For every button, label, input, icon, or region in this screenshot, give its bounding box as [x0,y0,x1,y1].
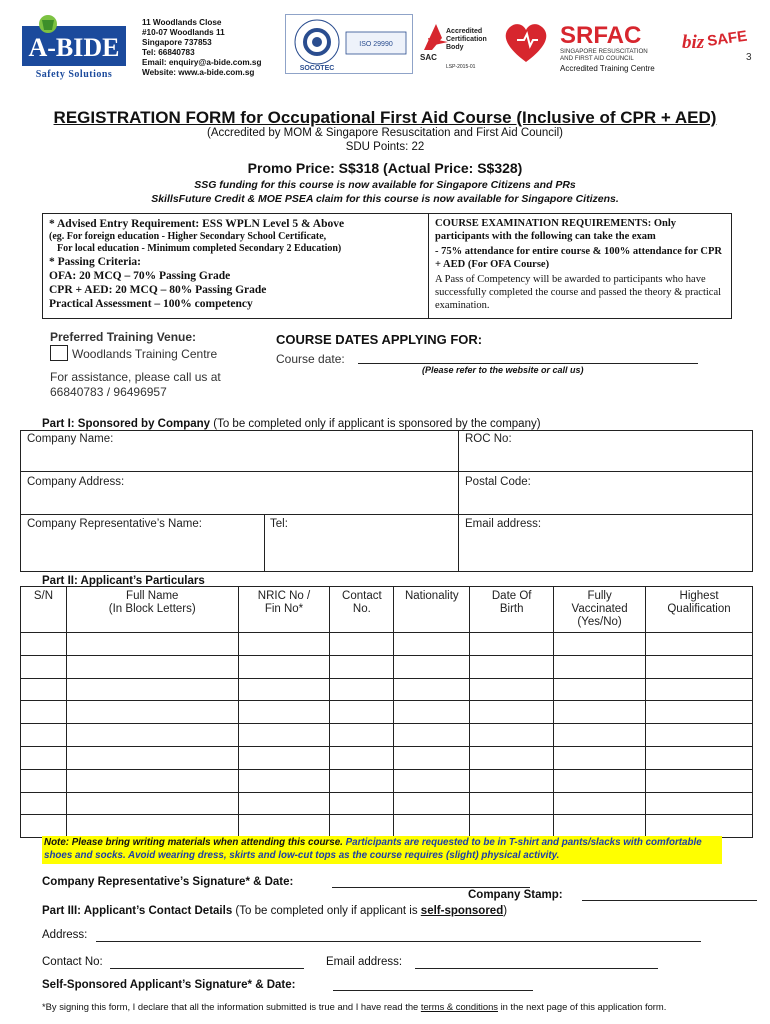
rep-tel-field[interactable]: Tel: [270,518,288,530]
table-cell[interactable] [646,633,753,656]
table-cell[interactable] [238,724,330,747]
cpr-criteria: CPR + AED: 20 MCQ – 80% Passing Grade [49,284,267,296]
table-cell[interactable] [646,792,753,815]
table-cell[interactable] [554,815,646,838]
srfac-line1: SINGAPORE RESUSCITATION [560,48,648,55]
column-header-vaccinated: Fully Vaccinated (Yes/No) [554,587,646,633]
table-cell[interactable] [330,769,394,792]
table-cell[interactable] [330,701,394,724]
table-cell[interactable] [238,655,330,678]
requirement-example: (eg. For foreign education - Higher Secondary School Certificate, [49,231,327,242]
course-dates-heading: COURSE DATES APPLYING FOR: [276,332,483,347]
table-cell[interactable] [394,678,470,701]
email-label: Email address: [326,956,403,968]
table-row [21,678,753,701]
table-cell[interactable] [21,746,67,769]
sac-accreditation-logo [418,20,488,70]
table-cell[interactable] [21,724,67,747]
column-header-sn: S/N [21,587,67,633]
company-details-box [20,430,753,572]
table-cell[interactable] [646,769,753,792]
company-contact-block [142,18,261,78]
course-date-note: (Please refer to the website or call us) [422,365,584,375]
exam-pass-text: A Pass of Competency will be awarded to participants who have successfully completed the course and passed the theory & practical examination. [435,274,722,311]
venue-option-label: Woodlands Training Centre [72,347,218,361]
table-header-row [21,587,753,633]
table-row [21,701,753,724]
phone-line: Tel: 66840783 [142,48,195,57]
sac-line: Accredited [446,28,483,35]
table-cell[interactable] [394,655,470,678]
part2-title: Part II: Applicant’s Particulars [42,575,205,587]
table-cell[interactable] [238,678,330,701]
table-cell[interactable] [330,678,394,701]
table-row [21,769,753,792]
exam-title: COURSE EXAMINATION REQUIREMENTS: Only participants with the following can take the exam [435,218,677,242]
contact-label: Contact No: [42,956,103,968]
table-cell[interactable] [21,815,67,838]
table-cell[interactable] [238,769,330,792]
bizsafe-level: 3 [746,52,752,63]
table-cell[interactable] [330,815,394,838]
ssg-funding-text: SSG funding for this course is now available for Singapore Citizens and PRs [194,179,576,191]
table-cell[interactable] [470,746,554,769]
declaration-text-end: in the next page of this application form. [497,1001,667,1012]
table-cell[interactable] [554,746,646,769]
table-cell[interactable] [470,769,554,792]
column-header-dob: Date Of Birth [470,587,554,633]
table-row [21,633,753,656]
table-cell[interactable] [238,633,330,656]
column-header-nric: NRIC No / Fin No* [238,587,330,633]
socotec-text: SOCOTEC [299,65,335,72]
bizsafe-biz: biz [682,32,705,53]
address-field[interactable] [96,941,701,942]
self-signature-field[interactable] [333,990,533,991]
part1-title [42,418,541,430]
table-cell[interactable] [394,769,470,792]
table-cell[interactable] [470,792,554,815]
email-field[interactable] [415,968,658,969]
sac-line: Certification [446,36,487,43]
table-cell[interactable] [66,678,238,701]
table-cell[interactable] [21,633,67,656]
declaration-text: *By signing this form, I declare that all the information submitted is true and I have read the [42,1001,421,1012]
address-line: #10-07 Woodlands 11 [142,28,225,37]
table-cell[interactable] [646,815,753,838]
requirements-table [42,213,732,319]
practical-criteria: Practical Assessment – 100% competency [49,298,253,310]
table-cell[interactable] [330,633,394,656]
table-cell[interactable] [238,792,330,815]
column-header-qualification: Highest Qualification [646,587,753,633]
form-title: REGISTRATION FORM for Occupational First Aid Course (Inclusive of CPR + AED) [53,108,717,127]
table-cell[interactable] [554,655,646,678]
accreditation-text: (Accredited by MOM & Singapore Resuscitation and First Aid Council) [206,127,563,139]
course-date-label: Course date: [276,352,345,366]
sac-line: Body [446,44,464,51]
address-label: Address: [42,929,88,941]
table-cell[interactable] [21,678,67,701]
iso-text: ISO 29990 [359,41,393,48]
note-bring-materials: Note: Please bring writing materials when attending this course. [44,837,343,848]
sac-label: SAC [420,53,437,62]
table-cell[interactable] [394,746,470,769]
table-cell[interactable] [646,746,753,769]
table-cell[interactable] [66,655,238,678]
note-attire: Participants are requested to be in T-shirt and pants/slacks with comfortable shoes and socks. Avoid wearing dress, skirts and low-cut tops as the course requires (slight) physical activity. [44,837,702,861]
company-name-field[interactable]: Company Name: [27,433,114,445]
table-cell[interactable] [21,701,67,724]
rep-name-field[interactable]: Company Representative’s Name: [27,518,202,530]
table-cell[interactable] [554,701,646,724]
table-cell[interactable] [394,633,470,656]
sdu-points: SDU Points: 22 [345,141,425,153]
part1-instruction: (To be completed only if applicant is sponsored by the company) [210,418,541,430]
table-cell[interactable] [21,769,67,792]
part3-title [42,905,507,917]
attire-note [42,836,722,864]
table-row [21,655,753,678]
table-cell[interactable] [238,701,330,724]
table-cell[interactable] [394,724,470,747]
venue-checkbox[interactable] [50,345,68,361]
table-row [21,815,753,838]
website-line: Website: www.a-bide.com.sg [142,68,255,77]
srfac-logo [500,18,670,70]
table-cell[interactable] [330,655,394,678]
skillsfuture-text: SkillsFuture Credit & MOE PSEA claim for this course is now available for Singapore Citizens. [151,193,619,205]
venue-label: Preferred Training Venue: [50,330,197,344]
logo-subtext: Safety Solutions [35,69,113,80]
table-cell[interactable] [554,792,646,815]
table-cell[interactable] [394,701,470,724]
assistance-text: For assistance, please call us at [50,370,221,384]
table-row [21,792,753,815]
part3-heading: Part III: Applicant’s Contact Details [42,905,233,917]
table-cell[interactable] [470,701,554,724]
bizsafe-safe: SAFE [706,27,749,50]
table-cell[interactable] [66,724,238,747]
requirement-example: For local education - Minimum completed Secondary 2 Education) [57,243,342,254]
part3-instruction: (To be completed only if applicant is [232,905,421,917]
self-signature-label: Self-Sponsored Applicant’s Signature* & Date: [42,979,296,991]
rep-signature-field[interactable] [332,887,530,888]
company-stamp-field[interactable] [582,900,757,901]
rep-email-field[interactable]: Email address: [465,518,542,530]
declaration [42,1001,666,1012]
table-cell[interactable] [554,769,646,792]
applicant-table [20,586,753,838]
address-line: Singapore 737853 [142,38,212,47]
part1-heading: Part I: Sponsored by Company [42,418,211,430]
email-line: Email: enquiry@a-bide.com.sg [142,58,262,67]
table-cell[interactable] [646,724,753,747]
bizsafe-logo [682,18,754,66]
table-cell[interactable] [330,724,394,747]
table-cell[interactable] [66,769,238,792]
table-cell[interactable] [470,633,554,656]
company-address-field[interactable]: Company Address: [27,476,125,488]
promo-price: Promo Price: S$318 (Actual Price: S$328) [247,160,523,176]
logo-text: A-BIDE [28,33,120,62]
heart-icon [506,24,547,62]
postal-code-field[interactable]: Postal Code: [465,476,531,488]
table-cell[interactable] [66,746,238,769]
socotec-certification-logo [285,14,413,74]
terms-link[interactable]: terms & conditions [420,1001,498,1012]
table-cell[interactable] [66,701,238,724]
part3-close: ) [503,905,508,917]
table-row [21,746,753,769]
address-line: 11 Woodlands Close [142,18,222,27]
accredited-training-centre: Accredited Training Centre [560,64,655,73]
advised-requirement: * Advised Entry Requirement: ESS WPLN Level 5 & Above [49,218,345,230]
exam-requirement: - 75% attendance for entire course & 100% attendance for CPR + AED (For OFA Course) [435,246,722,270]
table-cell[interactable] [238,746,330,769]
table-cell[interactable] [470,678,554,701]
srfac-line2: AND FIRST AID COUNCIL [560,55,634,62]
self-sponsored-text: self-sponsored [420,905,504,917]
sac-code: LSP-2015-01 [446,64,476,70]
table-cell[interactable] [66,633,238,656]
table-cell[interactable] [66,815,238,838]
rep-signature-label: Company Representative’s Signature* & Date: [42,876,294,888]
table-cell[interactable] [554,633,646,656]
ofa-criteria: OFA: 20 MCQ – 70% Passing Grade [49,270,231,282]
entry-requirements [43,214,429,318]
company-stamp-label: Company Stamp: [468,889,563,901]
passing-criteria-title: * Passing Criteria: [49,256,141,268]
table-cell[interactable] [470,815,554,838]
srfac-name: SRFAC [560,22,642,49]
table-cell[interactable] [330,746,394,769]
table-cell[interactable] [554,678,646,701]
table-cell[interactable] [646,701,753,724]
exam-requirements [429,214,731,318]
table-cell[interactable] [21,655,67,678]
table-cell[interactable] [394,815,470,838]
table-cell[interactable] [66,792,238,815]
table-cell[interactable] [238,815,330,838]
table-cell[interactable] [646,678,753,701]
table-cell[interactable] [470,724,554,747]
table-cell[interactable] [646,655,753,678]
table-cell[interactable] [554,724,646,747]
a-bide-logo [22,14,126,80]
contact-field[interactable] [110,968,304,969]
column-header-contact: Contact No. [330,587,394,633]
table-cell[interactable] [330,792,394,815]
column-header-full-name: Full Name (In Block Letters) [66,587,238,633]
table-cell[interactable] [394,792,470,815]
table-cell[interactable] [470,655,554,678]
assistance-phone: 66840783 / 96496957 [50,385,167,399]
table-row [21,724,753,747]
roc-no-field[interactable]: ROC No: [465,433,512,445]
course-date-field[interactable] [358,363,698,364]
table-cell[interactable] [21,792,67,815]
column-header-nationality: Nationality [394,587,470,633]
